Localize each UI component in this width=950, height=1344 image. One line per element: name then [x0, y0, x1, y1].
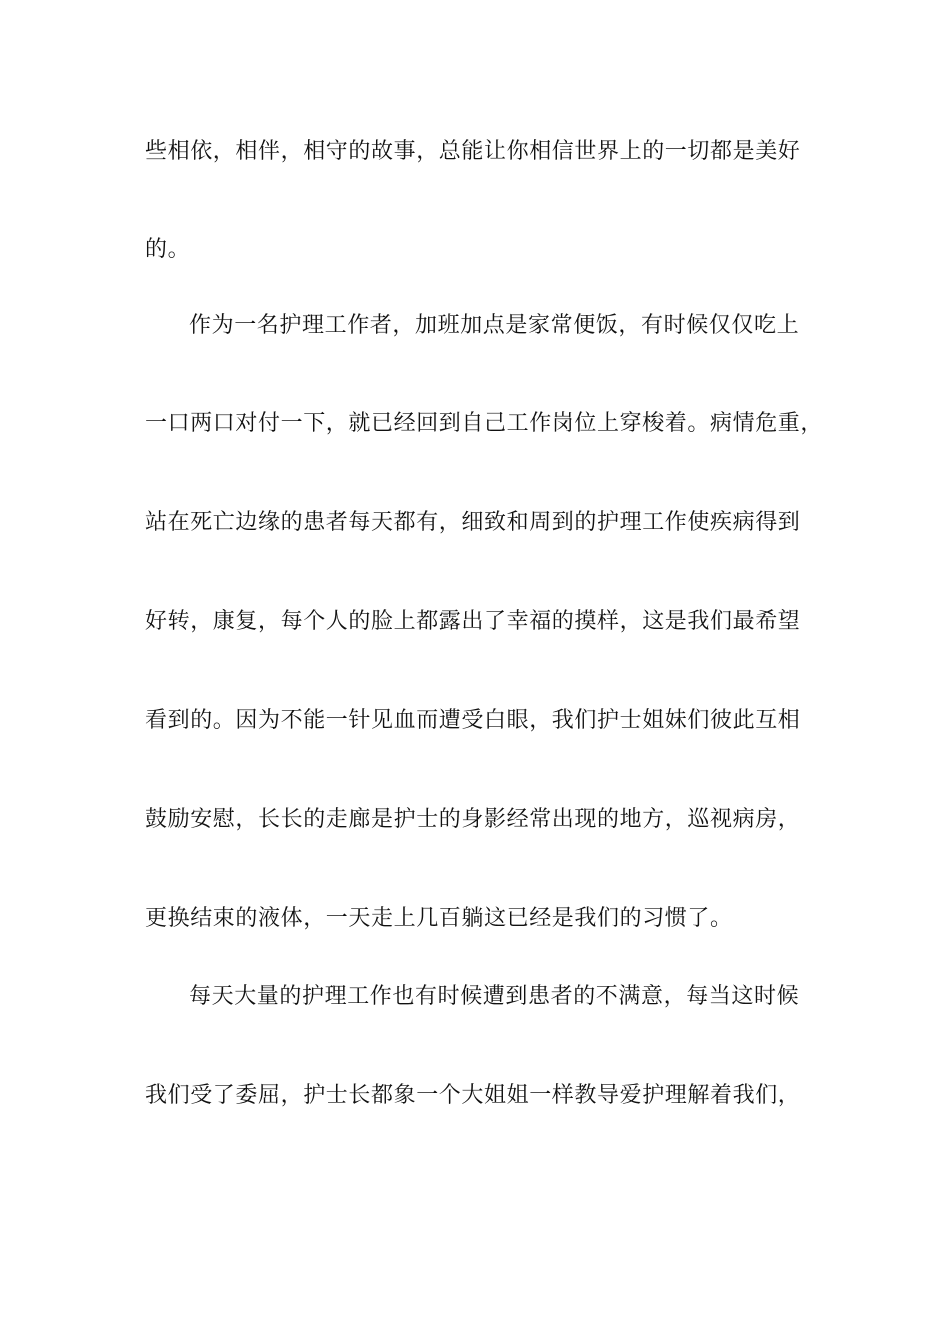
text-line: 的。 — [145, 237, 191, 262]
text-line: 好转，康复，每个人的脸上都露出了幸福的摸样，这是我们最希望 — [145, 609, 801, 634]
text-line: 站在死亡边缘的患者每天都有，细致和周到的护理工作使疾病得到 — [145, 510, 801, 535]
text-line: 我们受了委屈，护士长都象一个大姐姐一样教导爱护理解着我们， — [145, 1083, 801, 1108]
text-line: 更换结束的液体，一天走上几百躺这已经是我们的习惯了。 — [145, 906, 733, 931]
text-line: 一口两口对付一下，就已经回到自己工作岗位上穿梭着。病情危重， — [145, 411, 824, 436]
text-line: 些相依，相伴，相守的故事，总能让你相信世界上的一切都是美好 — [145, 139, 801, 164]
text-line: 鼓励安慰，长长的走廊是护士的身影经常出现的地方，巡视病房， — [145, 807, 801, 832]
paragraph-start-line: 作为一名护理工作者，加班加点是家常便饭，有时候仅仅吃上 — [189, 313, 800, 338]
text-line: 看到的。因为不能一针见血而遭受白眼，我们护士姐妹们彼此互相 — [145, 708, 801, 733]
paragraph-start-line: 每天大量的护理工作也有时候遭到患者的不满意，每当这时候 — [189, 984, 800, 1009]
